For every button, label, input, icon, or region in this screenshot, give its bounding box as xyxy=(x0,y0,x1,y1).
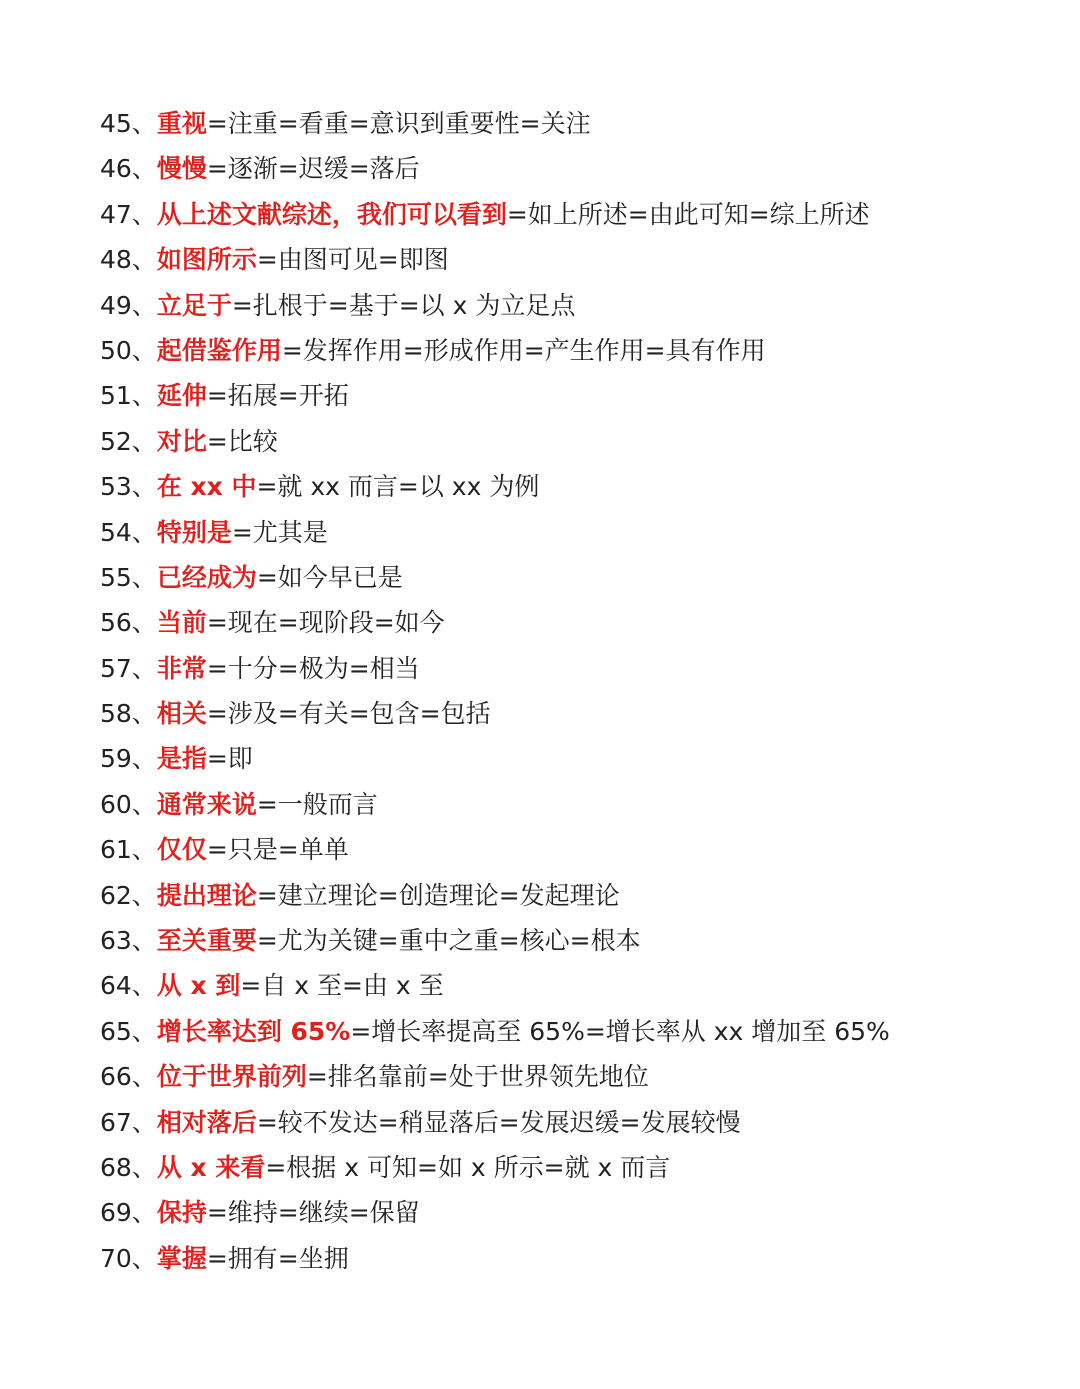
item-term: 相对落后 xyxy=(156,1107,257,1137)
item-synonyms: =增长率提高至 65%=增长率从 xx 增加至 65% xyxy=(350,1016,890,1046)
item-term: 已经成为 xyxy=(156,562,257,592)
item-term: 相关 xyxy=(156,699,207,729)
item-number: 51、 xyxy=(100,381,157,411)
item-term: 立足于 xyxy=(156,290,232,320)
item-synonyms: =发挥作用=形成作用=产生作用=具有作用 xyxy=(281,335,766,365)
item-term: 仅仅 xyxy=(156,835,207,865)
list-item xyxy=(100,1054,890,1099)
list-item xyxy=(100,691,890,736)
list-item xyxy=(100,237,890,282)
item-synonyms: =十分=极为=相当 xyxy=(206,653,420,683)
item-synonyms: =逐渐=迟缓=落后 xyxy=(206,154,420,184)
list-item xyxy=(100,963,890,1008)
list-item xyxy=(100,782,890,827)
item-synonyms: =注重=看重=意识到重要性=关注 xyxy=(206,109,591,138)
list-item xyxy=(100,1190,890,1235)
list-item xyxy=(100,873,890,918)
item-number: 67、 xyxy=(100,1107,157,1137)
item-synonyms: =比较 xyxy=(206,426,278,456)
item-number: 49、 xyxy=(100,290,157,320)
item-synonyms: =尤为关键=重中之重=核心=根本 xyxy=(256,926,641,956)
list-item xyxy=(100,600,890,645)
item-term: 掌握 xyxy=(156,1243,207,1273)
item-number: 45、 xyxy=(100,109,157,138)
item-term: 当前 xyxy=(156,608,207,638)
item-term: 从 x 到 xyxy=(156,971,241,1001)
item-number: 65、 xyxy=(100,1016,157,1046)
list-item xyxy=(100,1009,890,1054)
item-synonyms: =建立理论=创造理论=发起理论 xyxy=(256,880,620,910)
item-synonyms: =现在=现阶段=如今 xyxy=(206,608,445,638)
item-number: 59、 xyxy=(100,744,157,774)
item-number: 55、 xyxy=(100,562,157,592)
item-term: 对比 xyxy=(156,426,207,456)
list-item xyxy=(100,283,890,328)
list-item xyxy=(100,146,890,191)
item-term: 在 xx 中 xyxy=(156,472,257,502)
item-term: 至关重要 xyxy=(156,926,257,956)
item-synonyms: =如今早已是 xyxy=(256,562,403,592)
item-number: 47、 xyxy=(100,199,157,229)
item-number: 60、 xyxy=(100,789,157,819)
item-synonyms: =如上所述=由此可知=综上所述 xyxy=(506,199,870,229)
list-item xyxy=(100,510,890,555)
item-number: 50、 xyxy=(100,335,157,365)
item-term: 起借鉴作用 xyxy=(156,335,282,365)
item-synonyms: =拥有=坐拥 xyxy=(206,1243,349,1273)
item-number: 46、 xyxy=(100,154,157,184)
item-term: 提出理论 xyxy=(156,880,257,910)
item-term: 特别是 xyxy=(156,517,232,547)
item-synonyms: =一般而言 xyxy=(256,789,378,819)
item-number: 69、 xyxy=(100,1198,157,1228)
item-term: 非常 xyxy=(156,653,207,683)
item-term: 重视 xyxy=(156,109,207,138)
item-synonyms: =较不发达=稍显落后=发展迟缓=发展较慢 xyxy=(256,1107,741,1137)
item-number: 70、 xyxy=(100,1243,157,1273)
item-number: 54、 xyxy=(100,517,157,547)
list-item xyxy=(100,373,890,418)
item-synonyms: =就 xx 而言=以 xx 为例 xyxy=(256,472,540,502)
item-term: 慢慢 xyxy=(156,154,207,184)
item-term: 从上述文献综述，我们可以看到 xyxy=(156,199,507,229)
item-term: 增长率达到 65% xyxy=(156,1016,351,1046)
item-number: 61、 xyxy=(100,835,157,865)
item-synonyms: =扎根于=基于=以 x 为立足点 xyxy=(231,290,576,320)
list-item xyxy=(100,736,890,781)
item-synonyms: =由图可见=即图 xyxy=(256,245,449,275)
item-term: 保持 xyxy=(156,1198,207,1228)
list-item xyxy=(100,328,890,373)
item-synonyms: =根据 x 可知=如 x 所示=就 x 而言 xyxy=(265,1152,671,1182)
item-number: 48、 xyxy=(100,245,157,275)
list-item xyxy=(100,646,890,691)
item-term: 是指 xyxy=(156,744,207,774)
list-item xyxy=(100,918,890,963)
item-term: 如图所示 xyxy=(156,245,257,275)
list-item xyxy=(100,827,890,872)
item-synonyms: =自 x 至=由 x 至 xyxy=(240,971,444,1001)
item-number: 63、 xyxy=(100,926,157,956)
list-item xyxy=(100,192,890,237)
item-number: 57、 xyxy=(100,653,157,683)
item-term: 从 x 来看 xyxy=(156,1152,266,1182)
item-number: 53、 xyxy=(100,472,157,502)
item-term: 延伸 xyxy=(156,381,207,411)
item-number: 56、 xyxy=(100,608,157,638)
item-number: 68、 xyxy=(100,1152,157,1182)
item-synonyms: =即 xyxy=(206,744,253,774)
item-synonyms: =涉及=有关=包含=包括 xyxy=(206,699,491,729)
item-synonyms: =尤其是 xyxy=(231,517,328,547)
list-item xyxy=(100,464,890,509)
item-term: 通常来说 xyxy=(156,789,257,819)
list-item xyxy=(100,1145,890,1190)
item-number: 62、 xyxy=(100,880,157,910)
item-number: 66、 xyxy=(100,1062,157,1092)
item-synonyms: =拓展=开拓 xyxy=(206,381,349,411)
list-item xyxy=(100,419,890,464)
synonym-list xyxy=(100,101,890,1281)
item-number: 52、 xyxy=(100,426,157,456)
list-item xyxy=(100,555,890,600)
list-item xyxy=(100,1236,890,1281)
item-number: 58、 xyxy=(100,699,157,729)
item-synonyms: =维持=继续=保留 xyxy=(206,1198,420,1228)
item-synonyms: =排名靠前=处于世界领先地位 xyxy=(306,1062,649,1092)
item-term: 位于世界前列 xyxy=(156,1062,307,1092)
list-item xyxy=(100,1100,890,1145)
list-item xyxy=(100,101,890,146)
item-number: 64、 xyxy=(100,971,157,1001)
item-synonyms: =只是=单单 xyxy=(206,835,349,865)
